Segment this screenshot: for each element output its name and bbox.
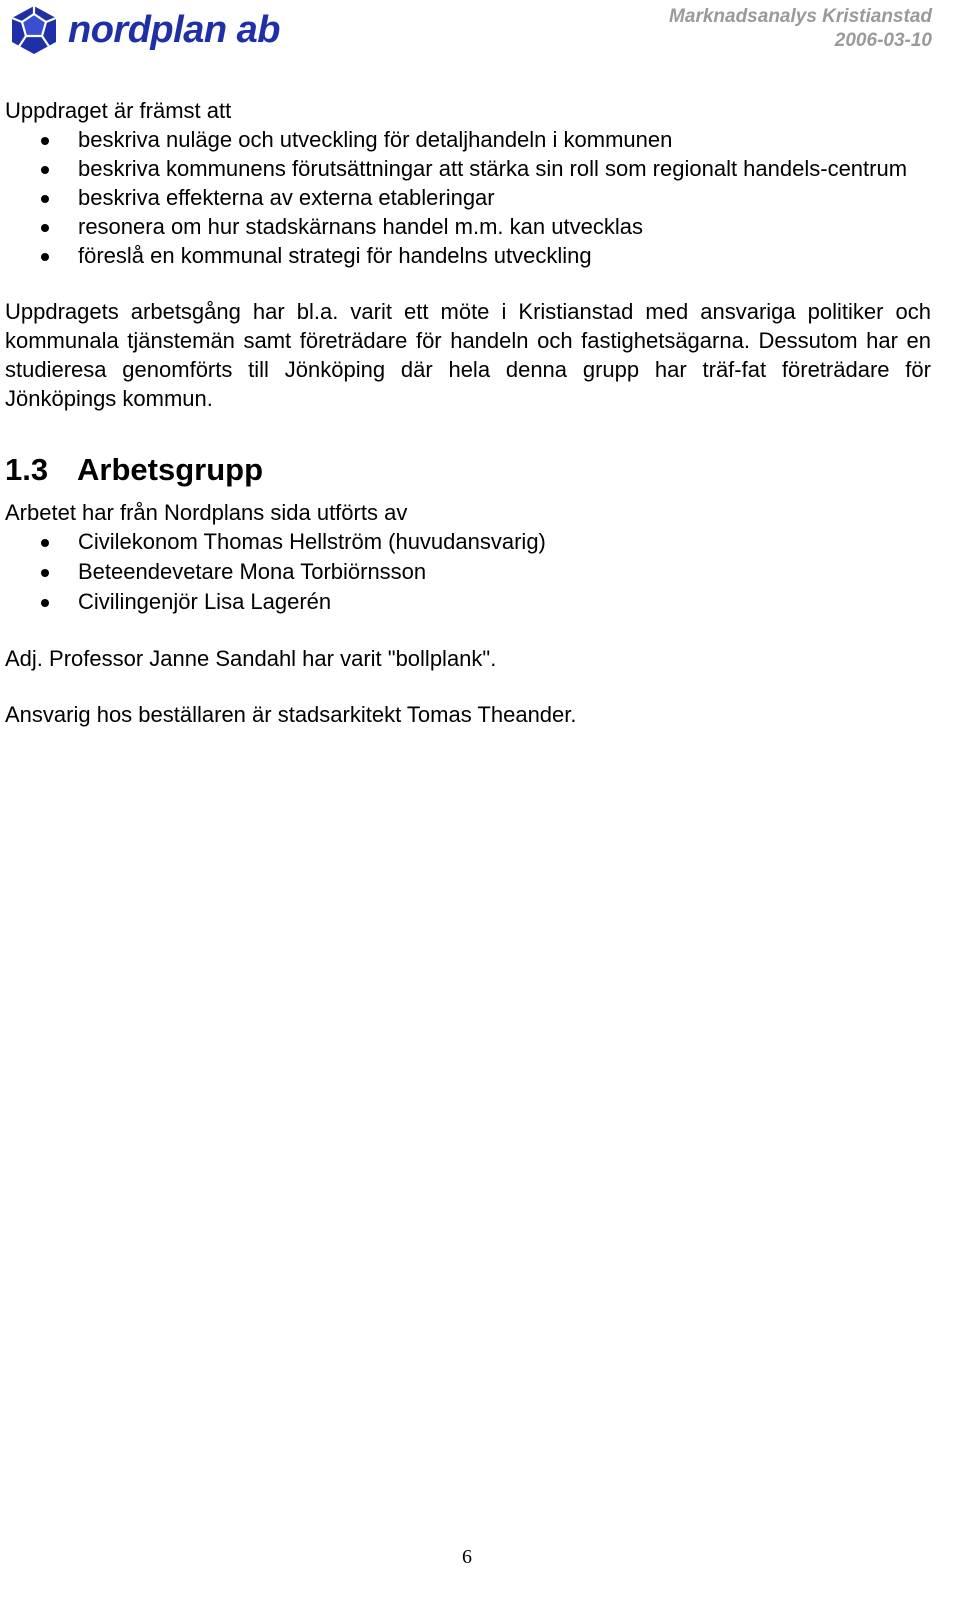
team-list [5, 527, 931, 617]
page-body [5, 96, 931, 729]
list-item-text: Civilingenjör Lisa Lagerén [78, 589, 332, 614]
list-item-text: Civilekonom Thomas Hellström (huvudansvarig) [78, 529, 546, 554]
client-contact: Ansvarig hos beställaren är stadsarkitekt Tomas Theander. [5, 702, 577, 727]
section-number: 1.3 [5, 452, 49, 487]
list-item [5, 212, 931, 241]
list-item [5, 587, 931, 617]
nordplan-polyhedron-logo-icon [8, 4, 60, 56]
process-paragraph: Uppdragets arbetsgång har bl.a. varit ett möte i Kristianstad med ansvariga politiker och kommunala tjänstemän samt företrädare för handeln och fastighetsägarna. Dessutom har en studieresa genomförts till Jönköping där hela denna grupp har träf-fat företrädare för Jönköpings kommun. [5, 299, 931, 411]
header-meta [669, 5, 932, 53]
section-title: Arbetsgrupp [77, 452, 263, 487]
bullet-icon [41, 569, 49, 577]
company-logo [8, 4, 280, 56]
team-lead: Arbetet har från Nordplans sida utförts av [5, 500, 408, 525]
bullet-icon [41, 253, 49, 261]
list-item-text: Beteendevetare Mona Torbiörnsson [78, 559, 427, 584]
advisor-note: Adj. Professor Janne Sandahl har varit "bollplank". [5, 646, 497, 671]
logo-wordmark: nordplan ab [68, 9, 280, 51]
document-title: Marknadsanalys Kristianstad [669, 6, 932, 27]
list-item-text: beskriva nuläge och utveckling för detaljhandeln i kommunen [78, 127, 673, 152]
document-date: 2006-03-10 [834, 30, 932, 51]
section-heading [5, 450, 931, 490]
bullet-icon [41, 166, 49, 174]
bullet-icon [41, 224, 49, 232]
page-number: 6 [462, 1546, 472, 1568]
list-item-text: resonera om hur stadskärnans handel m.m. kan utvecklas [78, 214, 643, 239]
bullet-icon [41, 539, 49, 547]
intro-lead: Uppdraget är främst att [5, 98, 232, 123]
bullet-icon [41, 137, 49, 145]
bullet-icon [41, 195, 49, 203]
list-item [5, 125, 931, 154]
list-item-text: beskriva kommunens förutsättningar att stärka sin roll som regionalt handels-centrum [78, 156, 908, 181]
assignment-list [5, 125, 931, 270]
list-item [5, 527, 931, 557]
list-item-text: beskriva effekterna av externa etableringar [78, 185, 495, 210]
list-item [5, 557, 931, 587]
list-item [5, 241, 931, 270]
list-item-text: föreslå en kommunal strategi för handelns utveckling [78, 243, 592, 268]
list-item [5, 154, 931, 183]
page-header [0, 0, 960, 60]
bullet-icon [41, 599, 49, 607]
list-item [5, 183, 931, 212]
